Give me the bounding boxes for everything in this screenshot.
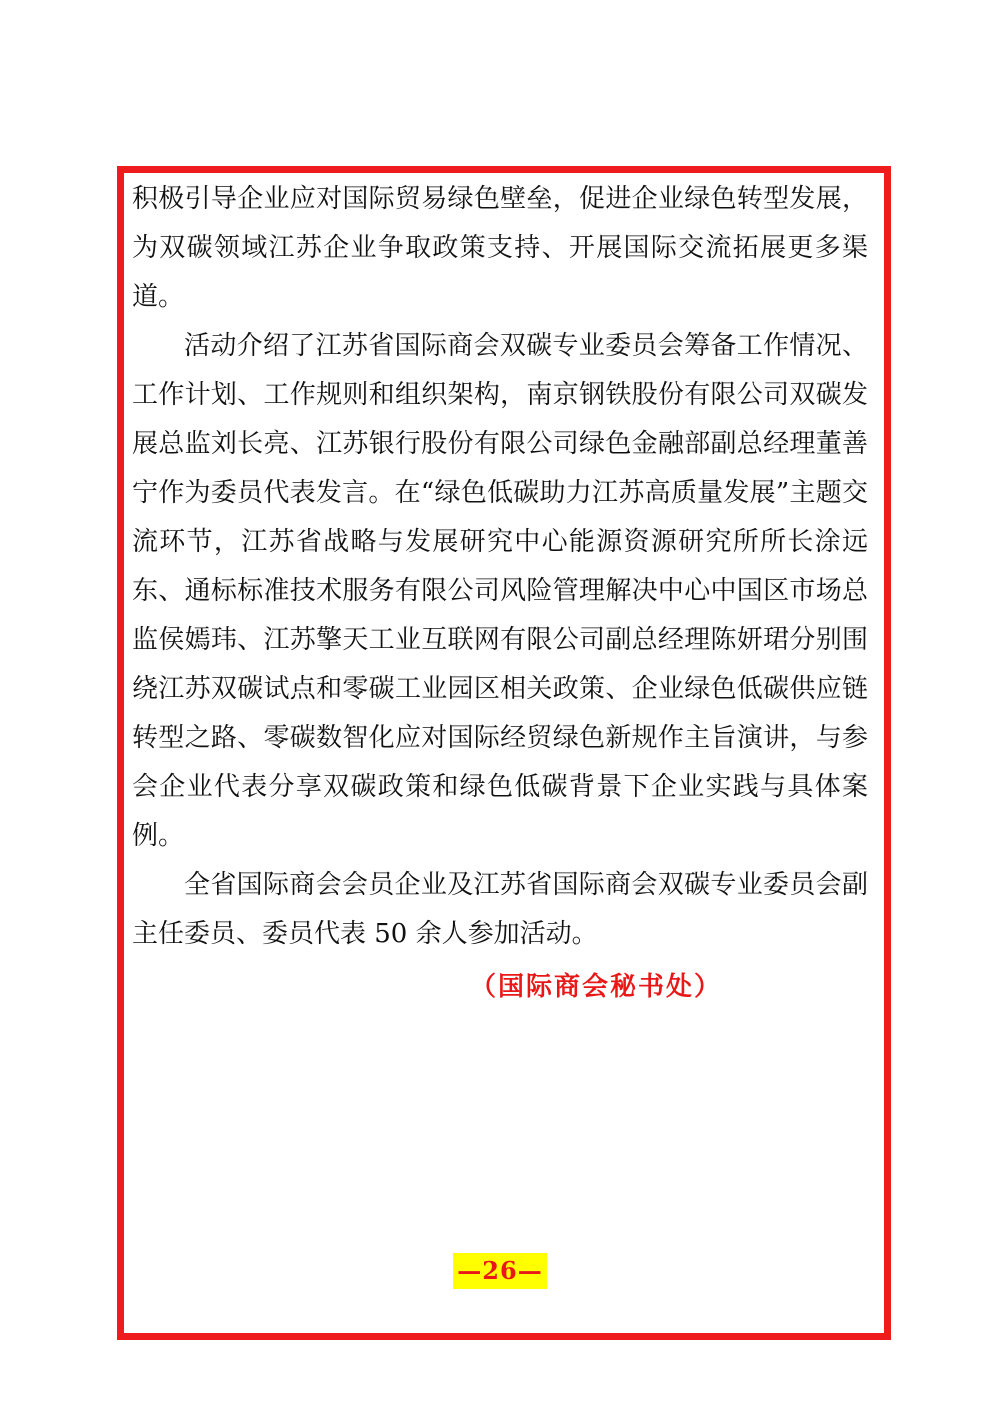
paragraph-continuation: 积极引导企业应对国际贸易绿色壁垒，促进企业绿色转型发展，为双碳领域江苏企业争取政策支持、开展国际交流拓展更多渠道。 <box>132 184 868 312</box>
article-body <box>132 175 868 1012</box>
page-footer <box>0 1253 1000 1289</box>
paragraph-activity-intro: 活动介绍了江苏省国际商会双碳专业委员会筹备工作情况、工作计划、工作规则和组织架构，南京钢铁股份有限公司双碳发展总监刘长亮、江苏银行股份有限公司绿色金融部副总经理董善宁作为委员代表发言。在“绿色低碳助力江苏高质量发展”主题交流环节，江苏省战略与发展研究中心能源资源研究所所长涂远东、通标标准技术服务有限公司风险管理解决中心中国区市场总监侯嫣玮、江苏擎天工业互联网有限公司副总经理陈妍珺分别围绕江苏双碳试点和零碳工业园区相关政策、企业绿色低碳供应链转型之路、零碳数智化应对国际经贸绿色新规作主旨演讲，与参会企业代表分享双碳政策和绿色低碳背景下企业实践与具体案例。 <box>132 331 868 851</box>
signature-secretariat: （国际商会秘书处） <box>469 972 722 1002</box>
paragraph-attendance: 全省国际商会会员企业及江苏省国际商会双碳专业委员会副主任委员、委员代表 50 余人参加活动。 <box>132 870 868 949</box>
page-number: —26— <box>453 1253 546 1289</box>
